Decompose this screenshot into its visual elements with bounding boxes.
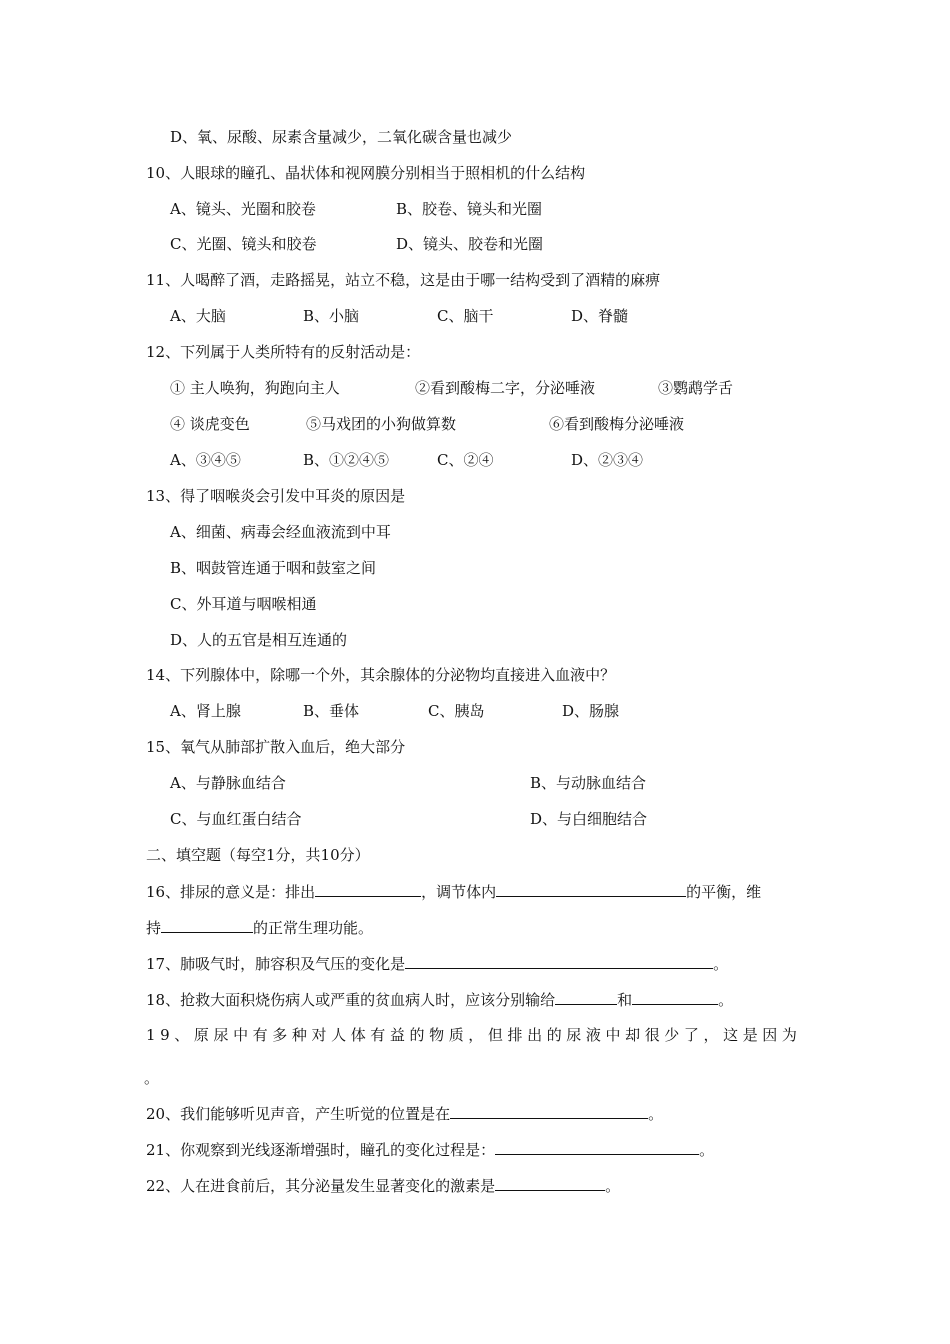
- q17-line: [146, 953, 728, 973]
- q15-option-d: D、与白细胞结合: [530, 810, 648, 828]
- q12-option-a: A、③④⑤: [170, 451, 241, 469]
- q16-text-1: 16、排尿的意义是：排出: [146, 883, 316, 901]
- q12-option-d: D、②③④: [571, 451, 644, 469]
- q17-blank[interactable]: [405, 953, 713, 969]
- q15-option-a: A、与静脉血结合: [170, 774, 286, 792]
- section-title-fill-in: 二、填空题（每空1分，共10分）: [146, 846, 370, 864]
- q17-text-2: 。: [713, 955, 729, 973]
- q22-blank[interactable]: [495, 1175, 605, 1191]
- q18-text-1: 18、抢救大面积烧伤病人或严重的贫血病人时，应该分别输给: [146, 991, 556, 1009]
- q9-option-d: D、氧、尿酸、尿素含量减少，二氧化碳含量也减少: [170, 128, 513, 146]
- q12-option-b: B、①②④⑤: [303, 451, 390, 469]
- q22-line: [146, 1175, 620, 1195]
- q16-blank-1[interactable]: [315, 881, 421, 897]
- q20-line: [146, 1103, 663, 1123]
- q16-line-1: [146, 881, 761, 901]
- q12-item-5: ⑤马戏团的小狗做算数: [306, 415, 457, 433]
- q12-stem: 12、下列属于人类所特有的反射活动是：: [146, 343, 421, 361]
- q10-option-b: B、胶卷、镜头和光圈: [396, 200, 543, 218]
- q10-option-c: C、光圈、镜头和胶卷: [170, 235, 317, 253]
- q16-text-3: 的平衡，维: [686, 883, 762, 901]
- q20-text-2: 。: [648, 1105, 664, 1123]
- q13-option-d: D、人的五官是相互连通的: [170, 631, 348, 649]
- q20-text-1: 20、我们能够听见声音，产生听觉的位置是在: [146, 1105, 451, 1123]
- q16-blank-2[interactable]: [496, 881, 686, 897]
- q15-option-b: B、与动脉血结合: [530, 774, 647, 792]
- q11-option-c: C、脑干: [437, 307, 494, 325]
- q18-text-2: 和: [617, 991, 633, 1009]
- q14-option-d: D、肠腺: [562, 702, 620, 720]
- q10-option-a: A、镜头、光圈和胶卷: [170, 200, 316, 218]
- q18-text-3: 。: [718, 991, 734, 1009]
- q16-line-2: [146, 917, 373, 937]
- q12-item-1: ① 主人唤狗，狗跑向主人: [170, 379, 340, 397]
- q10-option-d: D、镜头、胶卷和光圈: [396, 235, 544, 253]
- q12-item-3: ③鹦鹉学舌: [658, 379, 734, 397]
- q21-text-1: 21、你观察到光线逐渐增强时，瞳孔的变化过程是：: [146, 1141, 496, 1159]
- q18-blank-2[interactable]: [632, 989, 718, 1005]
- q19-line-1: 19、原尿中有多种对人体有益的物质，但排出的尿液中却很少了，这是因为: [146, 1026, 802, 1044]
- q14-option-c: C、胰岛: [428, 702, 485, 720]
- q17-text-1: 17、肺吸气时，肺容积及气压的变化是: [146, 955, 406, 973]
- q14-option-b: B、垂体: [303, 702, 360, 720]
- q12-item-6: ⑥看到酸梅分泌唾液: [549, 415, 685, 433]
- q18-line: [146, 989, 733, 1009]
- q19-line-2: 。: [144, 1069, 160, 1087]
- q11-option-d: D、脊髓: [571, 307, 629, 325]
- q15-option-c: C、与血红蛋白结合: [170, 810, 302, 828]
- q14-stem: 14、下列腺体中，除哪一个外，其余腺体的分泌物均直接进入血液中？: [146, 666, 616, 684]
- q13-option-a: A、细菌、病毒会经血液流到中耳: [170, 523, 391, 541]
- q20-blank[interactable]: [450, 1103, 648, 1119]
- q21-text-2: 。: [699, 1141, 715, 1159]
- q15-stem: 15、氧气从肺部扩散入血后，绝大部分: [146, 738, 406, 756]
- q16-text-2: ，调节体内: [421, 883, 497, 901]
- q18-blank-1[interactable]: [555, 989, 617, 1005]
- q11-option-b: B、小脑: [303, 307, 360, 325]
- q11-stem: 11、人喝醉了酒，走路摇晃，站立不稳，这是由于哪一结构受到了酒精的麻痹: [146, 271, 661, 289]
- q16-blank-3[interactable]: [161, 917, 253, 933]
- q16-text-5: 的正常生理功能。: [253, 919, 374, 937]
- q12-item-2: ②看到酸梅二字，分泌唾液: [415, 379, 596, 397]
- q13-stem: 13、得了咽喉炎会引发中耳炎的原因是: [146, 487, 406, 505]
- q10-stem: 10、人眼球的瞳孔、晶状体和视网膜分别相当于照相机的什么结构: [146, 164, 586, 182]
- q22-text-2: 。: [605, 1177, 621, 1195]
- q13-option-b: B、咽鼓管连通于咽和鼓室之间: [170, 559, 377, 577]
- q16-text-4: 持: [146, 919, 162, 937]
- q21-line: [146, 1139, 714, 1159]
- q22-text-1: 22、人在进食前后，其分泌量发生显著变化的激素是: [146, 1177, 496, 1195]
- q14-option-a: A、肾上腺: [170, 702, 241, 720]
- q11-option-a: A、大脑: [170, 307, 226, 325]
- q21-blank[interactable]: [495, 1139, 699, 1155]
- q12-option-c: C、②④: [437, 451, 494, 469]
- q13-option-c: C、外耳道与咽喉相通: [170, 595, 317, 613]
- q12-item-4: ④ 谈虎变色: [170, 415, 250, 433]
